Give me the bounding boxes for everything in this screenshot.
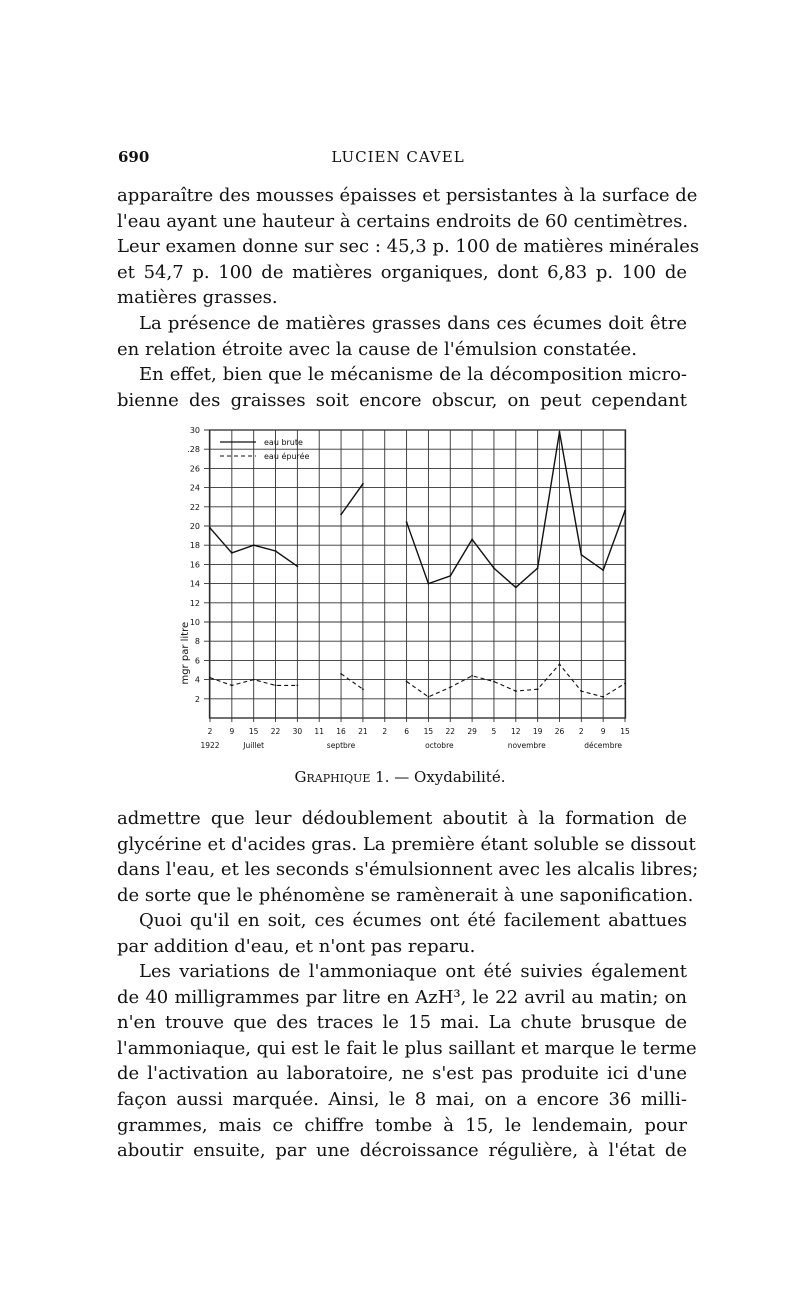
data-point [209,677,211,679]
paragraph [117,908,687,959]
paragraph [117,362,687,413]
x-tick-label: 12 [511,727,521,736]
y-tick-label: 4 [194,675,200,685]
data-point [537,567,539,569]
data-point [209,527,211,529]
x-tick-label: 30 [292,727,303,736]
legend-label: eau brute [264,438,303,447]
text-line: La présence de matières grasses dans ces écumes doit être [139,313,687,334]
data-point [340,514,342,516]
y-tick-label: 26 [189,464,200,474]
legend-label: eau épurée [264,452,310,461]
data-point [515,587,517,589]
caption-label: Graphique 1. [294,768,390,786]
x-tick-label: 29 [467,727,477,736]
data-point [362,483,364,485]
data-point [580,554,582,556]
x-tick-label: 22 [445,727,456,736]
x-tick-label: 11 [314,727,324,736]
y-tick-label: 16 [189,560,200,570]
text-line: dans l'eau, et les seconds s'émulsionnent avec les alcalis libres; [117,859,699,881]
text-line: par addition d'eau, et n'ont pas reparu. [117,935,476,957]
text-line: bienne des graisses soit encore obscur, on peut cependant [117,389,687,411]
text-line: Leur examen donne sur sec : 45,3 p. 100 de matières minérales [117,236,700,258]
x-group-label: novembre [507,741,546,750]
data-point [493,681,495,683]
y-tick-label: 24 [189,483,200,493]
paragraph [117,959,697,1164]
y-tick-label: 20 [189,522,200,531]
x-group-label: octobre [425,741,454,750]
series-line-eau-epuree [341,674,363,689]
text-line: et 54,7 p. 100 de matières organiques, dont 6,83 p. 100 de [117,261,687,283]
data-point [296,684,298,686]
text-line: n'en trouve que des traces le 15 mai. La chute brusque de [117,1012,687,1034]
y-tick-label: 12 [189,598,200,608]
paragraph [117,806,699,908]
y-tick-label: 2 [194,694,200,704]
y-tick-label: 30 [189,426,200,435]
y-tick-label: 6 [194,656,200,666]
x-group-label: décembre [584,741,623,750]
data-point [428,583,430,585]
data-point [362,688,364,690]
data-point [580,690,582,692]
data-point [449,575,451,577]
data-point [624,683,626,685]
y-tick-label: 8 [194,637,200,647]
paragraph [117,183,700,311]
x-tick-label: 22 [270,727,281,736]
data-point [231,684,233,686]
x-tick-label: 9 [229,727,235,736]
y-tick-label: 14 [189,579,200,589]
x-tick-label: 9 [600,727,606,736]
x-tick-label: 5 [491,727,497,736]
x-tick-label: 15 [620,727,630,736]
text-line: l'eau ayant une hauteur à certains endroits de 60 centimètres. [117,210,689,232]
x-tick-label: 19 [532,727,543,736]
x-tick-label: 15 [248,727,259,736]
page-number: 690 [118,148,150,166]
page-header [118,148,678,172]
data-point [602,696,604,698]
data-point [537,688,539,690]
text-line: façon aussi marquée. Ainsi, le 8 mai, on a encore 36 milli- [117,1088,687,1110]
text-line: de l'activation au laboratoire, ne s'est pas produite ici d'une [117,1063,687,1085]
data-point [253,544,255,546]
data-point [602,569,604,571]
y-tick-label: 18 [189,541,200,551]
data-point [406,521,408,523]
data-point [340,673,342,675]
data-point [515,690,517,692]
text-line: grammes, mais ce chiffre tombe à 15, le lendemain, pour [117,1114,687,1136]
x-tick-label: 16 [336,727,346,736]
y-tick-label: .28 [187,445,200,455]
plot-frame [210,430,626,718]
x-group-label: 1922 [200,741,220,750]
y-tick-label: 22 [189,502,200,512]
data-point [406,681,408,683]
x-tick-label: 6 [404,727,409,736]
oxydabilite-chart [170,418,640,763]
data-point [559,431,561,433]
data-point [449,686,451,688]
running-title: LUCIEN CAVEL [331,148,465,166]
x-tick-label: 2 [207,727,213,736]
text-line: glycérine et d'acides gras. La première étant soluble se dissout [117,833,696,855]
text-line: de sorte que le phénomène se ramènerait à une saponification. [117,884,694,906]
x-tick-label: 15 [423,727,434,736]
text-line: l'ammoniaque, qui est le fait le plus saillant et marque le terme [117,1037,697,1059]
text-line: de 40 milligrammes par litre en AzH³, le 22 avril au matin; on [117,986,687,1008]
data-point [493,567,495,569]
text-line: admettre que leur dédoublement aboutit à la formation de [117,808,687,829]
paragraph [117,311,687,362]
data-point [296,565,298,567]
text-line: apparaître des mousses épaisses et persistantes à la surface de [117,185,698,206]
x-tick-label: 2 [578,727,584,736]
data-point [471,539,473,541]
data-point [471,675,473,677]
text-line: En effet, bien que le mécanisme de la décomposition micro- [139,364,687,385]
data-point [559,663,561,665]
text-line: en relation étroite avec la cause de l'émulsion constatée. [117,338,637,360]
text-line: Quoi qu'il en soit, ces écumes ont été facilement abattues [139,910,687,931]
data-point [275,550,277,552]
x-group-label: Juillet [243,741,265,750]
caption-text: — Oxydabilité. [389,768,506,786]
series-line-eau-brute [341,484,363,515]
y-axis-label: mgr par litre [180,621,191,685]
data-point [624,510,626,512]
data-point [231,552,233,554]
x-group-label: septbre [326,741,356,750]
data-point [428,696,430,698]
x-tick-label: 2 [382,727,388,736]
text-line: Les variations de l'ammoniaque ont été suivies également [139,961,687,982]
data-point [275,684,277,686]
y-tick-label: 10 [189,618,200,627]
text-line: matières grasses. [117,287,278,309]
figure-caption [0,768,800,786]
data-point [253,679,255,681]
x-tick-label: 21 [358,727,368,736]
text-line: aboutir ensuite, par une décroissance régulière, à l'état de [117,1140,687,1162]
x-tick-label: 26 [554,727,565,736]
